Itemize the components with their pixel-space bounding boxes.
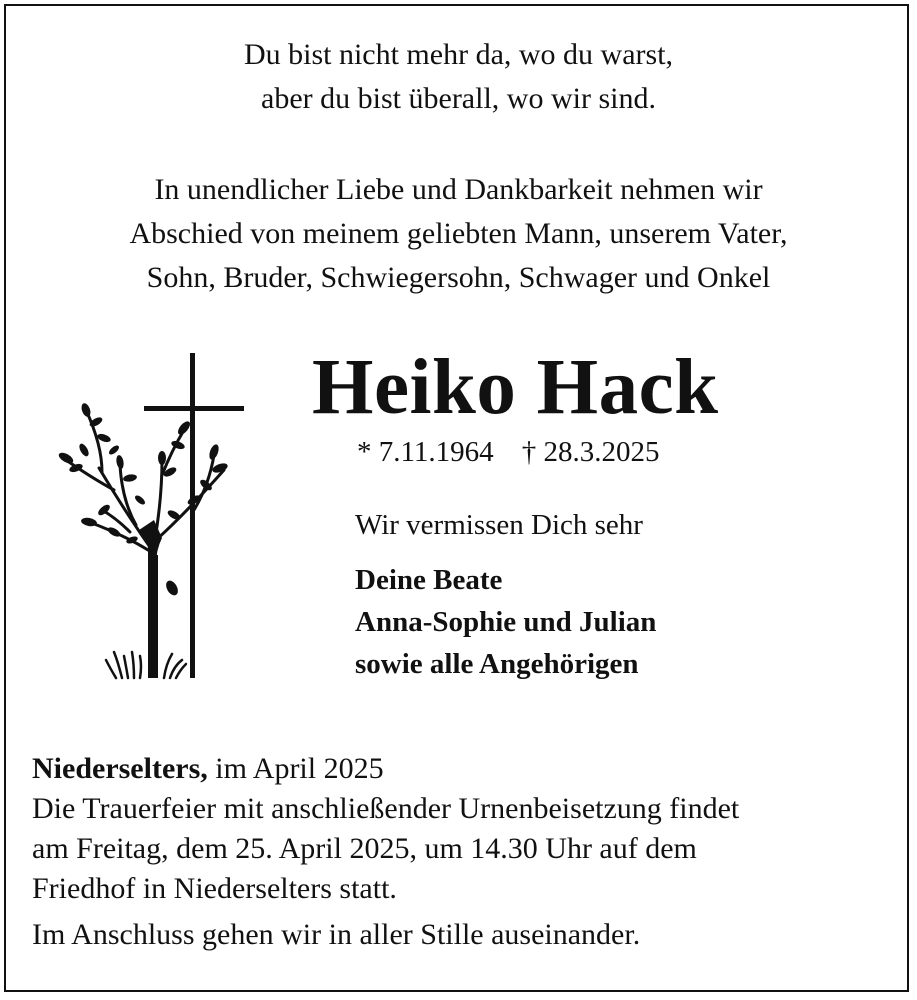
ceremony-line: am Freitag, dem 25. April 2025, um 14.30 Uhr auf dem bbox=[32, 832, 697, 865]
life-dates bbox=[357, 432, 659, 472]
mourning-message: Wir vermissen Dich sehr bbox=[355, 509, 643, 541]
ceremony-line: Friedhof in Niederselters statt. bbox=[32, 872, 397, 905]
quote-line: aber du bist überall, wo wir sind. bbox=[261, 82, 656, 115]
signer-line: Deine Beate bbox=[355, 564, 503, 596]
farewell-intro bbox=[0, 168, 917, 300]
death-date: † 28.3.2025 bbox=[521, 436, 660, 468]
funeral-details bbox=[32, 749, 892, 955]
birth-date: * 7.11.1964 bbox=[357, 436, 494, 468]
signer-line: sowie alle Angehörigen bbox=[355, 648, 639, 680]
ceremony-line: Die Trauerfeier mit anschließender Urnenbeisetzung findet bbox=[32, 792, 740, 825]
signer-line: Anna-Sophie und Julian bbox=[355, 606, 657, 638]
signers-list bbox=[355, 559, 656, 685]
opening-quote bbox=[0, 33, 917, 121]
cross-with-tree-icon bbox=[44, 350, 244, 690]
month-year: im April 2025 bbox=[207, 752, 384, 785]
place-name: Niederselters, bbox=[32, 752, 208, 785]
deceased-name: Heiko Hack bbox=[312, 344, 719, 431]
intro-line: Abschied von meinem geliebten Mann, unserem Vater, bbox=[129, 217, 788, 250]
closing-line: Im Anschluss gehen wir in aller Stille auseinander. bbox=[32, 918, 641, 951]
intro-line: In unendlicher Liebe und Dankbarkeit nehmen wir bbox=[154, 173, 763, 206]
intro-line: Sohn, Bruder, Schwiegersohn, Schwager und Onkel bbox=[146, 261, 771, 294]
quote-line: Du bist nicht mehr da, wo du warst, bbox=[243, 38, 674, 71]
place-date-line bbox=[32, 749, 892, 789]
